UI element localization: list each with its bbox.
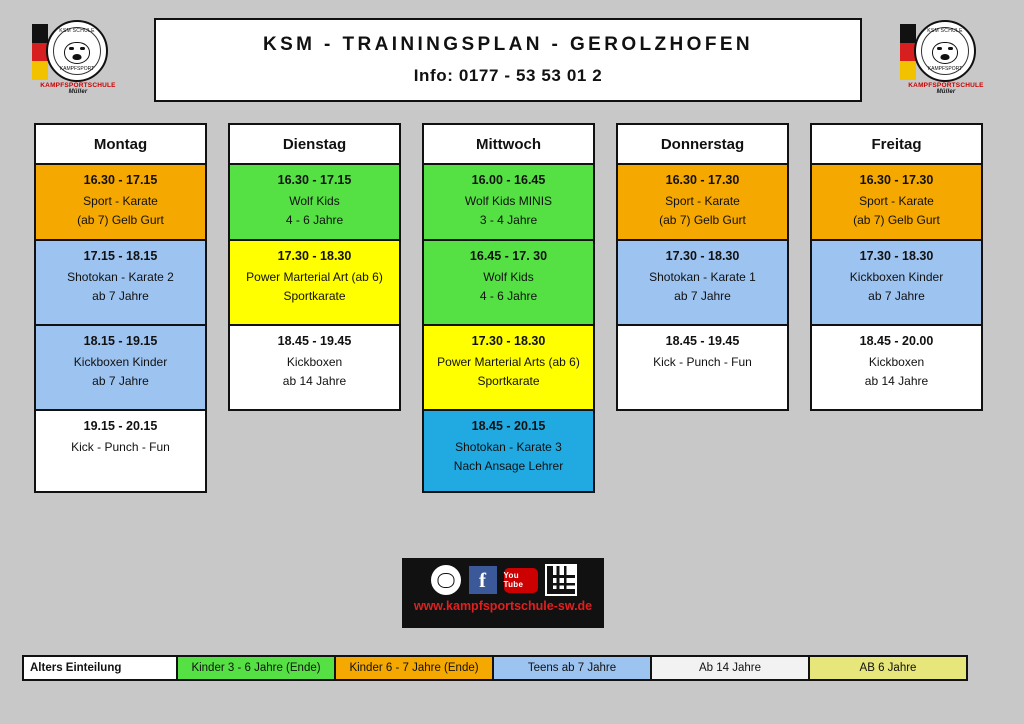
day-column-montag	[34, 123, 207, 491]
class-subtitle: ab 7 Jahre	[92, 289, 149, 303]
class-slot[interactable]	[34, 163, 207, 241]
day-column-dienstag	[228, 123, 401, 409]
class-subtitle: ab 14 Jahre	[864, 374, 929, 388]
website-url[interactable]: www.kampfsportschule-sw.de	[413, 599, 593, 613]
day-header: Dienstag	[228, 123, 401, 165]
class-title: Kick - Punch - Fun	[653, 355, 752, 369]
class-time: 17.15 - 18.15	[83, 249, 158, 263]
social-icon-row	[403, 564, 603, 596]
logo-bottom-text: KAMPFSPORT	[59, 66, 95, 72]
class-subtitle: Sportkarate	[283, 289, 346, 303]
class-slot[interactable]	[616, 163, 789, 241]
class-subtitle: ab 14 Jahre	[282, 374, 347, 388]
class-subtitle: (ab 7) Gelb Gurt	[659, 213, 746, 227]
class-time: 17.30 - 18.30	[665, 249, 740, 263]
day-header: Mittwoch	[422, 123, 595, 165]
class-title: Shotokan - Karate 1	[649, 270, 756, 284]
legend-item: AB 6 Jahre	[808, 655, 968, 681]
class-time: 18.15 - 19.15	[83, 334, 158, 348]
class-subtitle: 4 - 6 Jahre	[285, 213, 344, 227]
class-slot[interactable]	[34, 409, 207, 493]
class-time: 18.45 - 20.00	[859, 334, 934, 348]
day-header: Freitag	[810, 123, 983, 165]
class-slot[interactable]	[422, 163, 595, 241]
class-title: Kickboxen Kinder	[73, 355, 168, 369]
class-title: Sport - Karate	[859, 194, 934, 208]
class-slot[interactable]	[228, 239, 401, 326]
class-title: Power Marterial Art (ab 6)	[246, 270, 383, 284]
logo-subtitle-name-2: Müller	[936, 89, 956, 95]
day-column-donnerstag	[616, 123, 789, 409]
page-header	[0, 0, 1024, 120]
class-subtitle: ab 7 Jahre	[868, 289, 925, 303]
logo-right	[900, 20, 992, 104]
day-column-mittwoch	[422, 123, 595, 491]
class-title: Kickboxen	[286, 355, 343, 369]
logo-subtitle	[32, 82, 124, 95]
class-time: 19.15 - 20.15	[83, 419, 158, 433]
class-time: 16.30 - 17.15	[277, 173, 352, 187]
class-slot[interactable]	[34, 239, 207, 326]
logo-subtitle-2	[900, 82, 992, 95]
contact-info: Info: 0177 - 53 53 01 2	[413, 66, 603, 85]
social-banner	[402, 558, 604, 628]
class-slot[interactable]	[616, 239, 789, 326]
legend-title: Alters Einteilung	[22, 655, 178, 681]
class-title: Wolf Kids MINIS	[464, 194, 553, 208]
class-subtitle: 3 - 4 Jahre	[479, 213, 538, 227]
class-subtitle: ab 7 Jahre	[674, 289, 731, 303]
class-slot[interactable]	[616, 324, 789, 411]
legend-item: Kinder 6 - 7 Jahre (Ende)	[334, 655, 494, 681]
class-time: 16.30 - 17.30	[665, 173, 740, 187]
class-subtitle: Sportkarate	[477, 374, 540, 388]
class-slot[interactable]	[810, 324, 983, 411]
school-logo-icon	[430, 564, 462, 596]
logo-left	[32, 20, 124, 104]
logo-top-text: KSM SCHULE	[59, 28, 95, 34]
class-subtitle: (ab 7) Gelb Gurt	[77, 213, 164, 227]
class-title: Shotokan - Karate 2	[67, 270, 174, 284]
class-subtitle: ab 7 Jahre	[92, 374, 149, 388]
class-title: Sport - Karate	[83, 194, 158, 208]
logo-subtitle-name: Müller	[68, 89, 88, 95]
youtube-label: You Tube	[503, 571, 524, 589]
class-title: Power Marterial Arts (ab 6)	[437, 355, 580, 369]
wolf-emblem-icon-2	[914, 20, 976, 82]
logo-subtitle-text-2: KAMPFSPORTSCHULE	[908, 82, 984, 89]
logo-bottom-text-2: KAMPFSPORT	[927, 66, 963, 72]
class-time: 17.30 - 18.30	[471, 334, 546, 348]
class-time: 18.45 - 20.15	[471, 419, 546, 433]
class-subtitle: Nach Ansage Lehrer	[453, 459, 564, 473]
class-time: 16.30 - 17.15	[83, 173, 158, 187]
legend-item: Teens ab 7 Jahre	[492, 655, 652, 681]
class-time: 16.00 - 16.45	[471, 173, 546, 187]
class-subtitle: 4 - 6 Jahre	[479, 289, 538, 303]
class-time: 16.30 - 17.30	[859, 173, 934, 187]
qr-code-icon	[545, 564, 577, 596]
class-time: 17.30 - 18.30	[859, 249, 934, 263]
wolf-emblem-icon	[46, 20, 108, 82]
class-time: 18.45 - 19.45	[665, 334, 740, 348]
class-title: Kickboxen	[868, 355, 925, 369]
class-subtitle: (ab 7) Gelb Gurt	[853, 213, 940, 227]
logo-top-text-2: KSM SCHULE	[927, 28, 963, 34]
class-slot[interactable]	[228, 163, 401, 241]
youtube-icon[interactable]	[504, 568, 538, 593]
class-time: 17.30 - 18.30	[277, 249, 352, 263]
class-slot[interactable]	[810, 239, 983, 326]
class-title: Wolf Kids	[483, 270, 534, 284]
legend-item: Ab 14 Jahre	[650, 655, 810, 681]
class-slot[interactable]	[422, 409, 595, 493]
class-slot[interactable]	[422, 324, 595, 411]
class-slot[interactable]	[810, 163, 983, 241]
logo-subtitle-text: KAMPFSPORTSCHULE	[40, 82, 116, 89]
class-time: 16.45 - 17. 30	[469, 249, 548, 263]
class-title: Shotokan - Karate 3	[455, 440, 562, 454]
page-title: KSM - TRAININGSPLAN - GEROLZHOFEN	[262, 34, 754, 55]
day-header: Montag	[34, 123, 207, 165]
day-column-freitag	[810, 123, 983, 409]
class-slot[interactable]	[34, 324, 207, 411]
title-box	[154, 18, 862, 102]
facebook-icon[interactable]: f	[469, 566, 497, 594]
legend-item: Kinder 3 - 6 Jahre (Ende)	[176, 655, 336, 681]
age-legend	[22, 655, 977, 681]
day-header: Donnerstag	[616, 123, 789, 165]
class-title: Wolf Kids	[289, 194, 340, 208]
class-slot[interactable]	[228, 324, 401, 411]
class-time: 18.45 - 19.45	[277, 334, 352, 348]
class-title: Kick - Punch - Fun	[71, 440, 170, 454]
class-slot[interactable]	[422, 239, 595, 326]
class-title: Kickboxen Kinder	[849, 270, 944, 284]
class-title: Sport - Karate	[665, 194, 740, 208]
